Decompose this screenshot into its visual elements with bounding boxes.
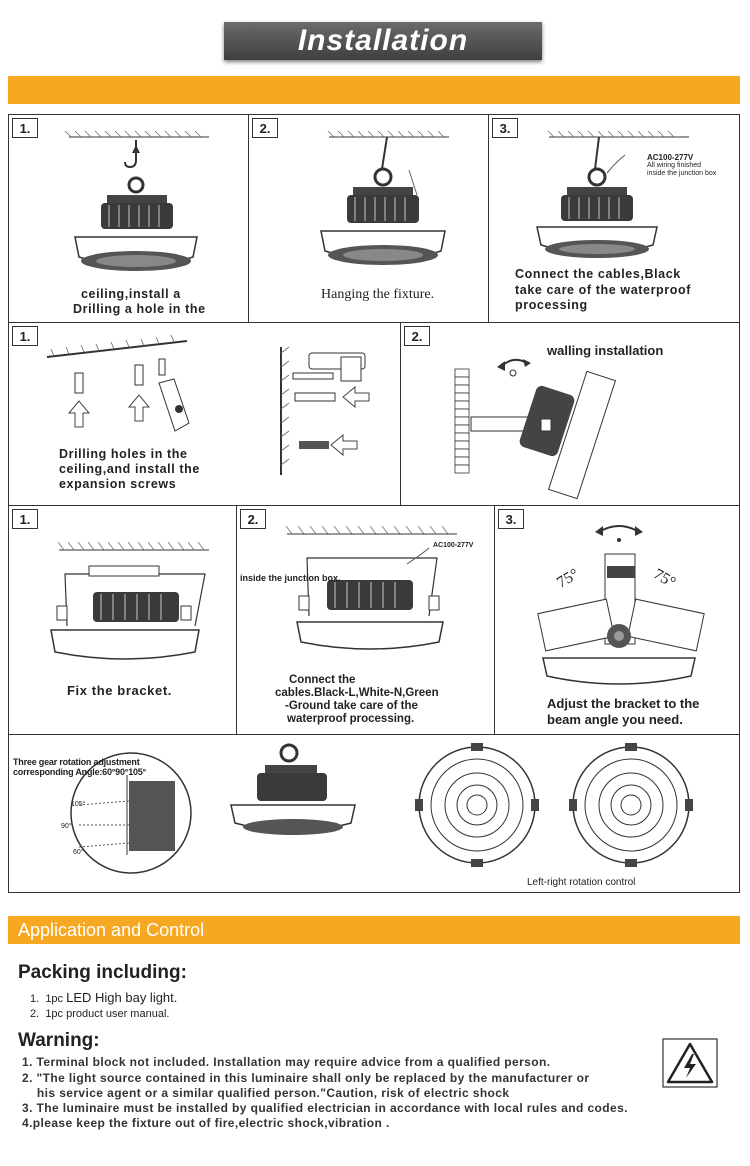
step-row2-cell-2 — [400, 322, 740, 506]
application-title: Application and Control — [18, 920, 205, 940]
rotation-caption: Left-right rotation control — [527, 877, 636, 888]
installation-bar — [8, 76, 740, 104]
step-caption-line: Drilling holes in the — [59, 447, 188, 461]
angle-tick: 90° — [61, 823, 72, 830]
step-row1-cell-1 — [8, 114, 249, 323]
warning-item: his service agent or a similar qualified person."Caution, risk of electric shock — [22, 1086, 510, 1100]
page-title-banner — [224, 22, 542, 60]
application-bar — [8, 916, 740, 944]
step-caption-line: Connect the — [289, 674, 356, 686]
packing-title: Packing including: — [18, 962, 187, 983]
packing-item-qty: 1pc — [45, 993, 67, 1005]
step-caption-line: -Ground take care of the — [285, 700, 418, 712]
warning-item: 3. The luminaire must be installed by qualified electrician in accordance with local rules and codes. — [22, 1101, 628, 1115]
angle-tick: 105° — [71, 801, 86, 808]
packing-item — [30, 1008, 169, 1020]
step-caption-line: Adjust the bracket to the — [547, 696, 700, 711]
page-title: Installation — [297, 24, 469, 57]
electric-shock-warning-icon — [662, 1038, 718, 1088]
gear-adjust-label: corresponding Angle:60°90°105° — [13, 767, 147, 777]
warning-item: 4.please keep the fixture out of fire,electric shock,vibration . — [22, 1116, 390, 1130]
step-caption-line: Fix the bracket. — [67, 683, 172, 698]
step-number: 2. — [240, 509, 266, 529]
step-caption-line: take care of the waterproof — [515, 283, 691, 297]
warning-title: Warning: — [18, 1030, 100, 1051]
step-row3-cell-1 — [8, 505, 237, 735]
step-row3-cell-3 — [494, 505, 740, 735]
packing-item-number: 2. — [30, 1008, 40, 1020]
step-caption-line: Hanging the fixture. — [321, 287, 435, 302]
angle-label: 75° — [650, 565, 679, 592]
step-number: 3. — [492, 118, 518, 138]
rotation-detail-cell — [8, 734, 740, 893]
packing-item-qty: 1pc — [45, 1008, 67, 1020]
fix-bracket-illustration — [9, 506, 237, 735]
angle-label: 75° — [554, 565, 582, 592]
wiring-note: inside the junction box — [647, 170, 717, 177]
step-row2-cell-1 — [8, 322, 401, 506]
step-caption-line: cables.Black-L,White-N,Green — [275, 687, 439, 699]
step-caption-line: beam angle you need. — [547, 712, 683, 727]
wiring-note: All wiring finished — [647, 162, 702, 169]
step-caption-line: ceiling,and install the — [59, 462, 200, 476]
packing-item-number: 1. — [30, 993, 40, 1005]
junction-box-label: inside the junction box. — [240, 573, 341, 583]
warning-item: 1. Terminal block not included. Installation may require advice from a qualified person. — [22, 1055, 551, 1069]
step-caption-line: waterproof processing. — [287, 713, 415, 725]
step-caption-line: processing — [515, 298, 588, 312]
step-row1-cell-3 — [488, 114, 740, 323]
angle-tick: 60° — [73, 849, 84, 856]
step-caption-line: expansion screws — [59, 477, 177, 491]
step-row1-cell-2 — [248, 114, 489, 323]
step-row3-cell-2 — [236, 505, 495, 735]
step-number: 3. — [498, 509, 524, 529]
voltage-label: AC100-277V — [647, 153, 694, 162]
voltage-label: AC100-277V — [433, 542, 474, 549]
gear-adjust-label: Three gear rotation adjustment — [13, 757, 140, 767]
packing-item-text: product user manual. — [66, 1008, 170, 1020]
step-number: 1. — [12, 118, 38, 138]
step-caption-line: ceiling,install a — [81, 287, 181, 301]
packing-item-text: LED High bay light. — [66, 990, 178, 1005]
packing-item — [30, 990, 177, 1005]
step-caption-line: walling installation — [547, 343, 664, 358]
step-number: 1. — [12, 326, 38, 346]
warning-item: 2. "The light source contained in this luminaire shall only be replaced by the manufacturer or — [22, 1071, 590, 1085]
step-number: 1. — [12, 509, 38, 529]
step-caption-line: Drilling a hole in the — [73, 302, 206, 316]
step-number: 2. — [404, 326, 430, 346]
step-caption-line: Connect the cables,Black — [515, 267, 681, 281]
step-number: 2. — [252, 118, 278, 138]
